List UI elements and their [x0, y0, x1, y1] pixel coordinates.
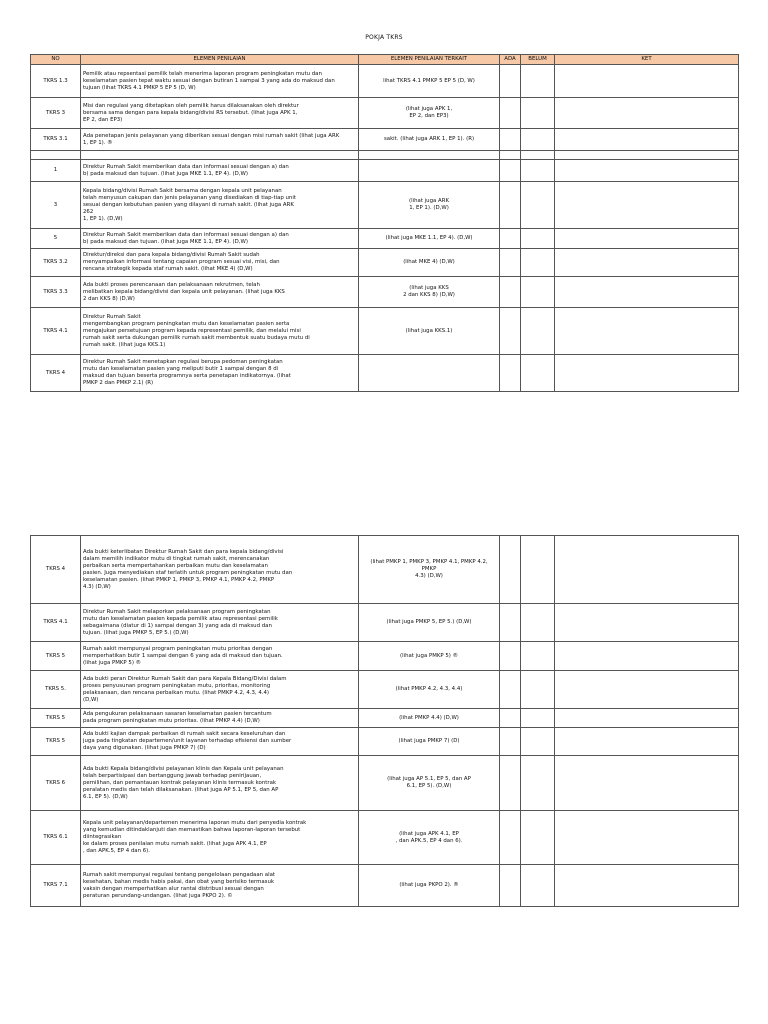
row-elemen: Direktur Rumah Sakit mengembangkan program peningkatan mutu dan keselamatan pasien serta mengajukan persetujuan program kepada representasi pemilik, dan melalui misi rumah sakit serta dukungan pemilik rumah sakit membentuk suatu budaya mutu di rumah sakit. (lihat juga KKS.1) — [81, 308, 359, 355]
table-row — [31, 728, 739, 756]
row-elemen: Direktur Rumah Sakit melaporkan pelaksanaan program peningkatan mutu dan keselamatan pasien kepada pemilik atau representasi pemilik sebagaimana (diatur di 1) sampai dengan 3) yang ada di maksud dan tujuan. (lihat juga PMKP 5, EP 5.) (D,W) — [81, 604, 359, 642]
row-belum-cell — [521, 151, 555, 160]
row-terkait: (lihat PMKP 1, PMKP 3, PMKP 4.1, PMKP 4.2, PMKP 4.3) (D,W) — [359, 536, 500, 604]
row-ket-cell — [555, 728, 739, 756]
row-no — [31, 151, 81, 160]
row-no: TKRS 6.1 — [31, 811, 81, 865]
assessment-table-1 — [30, 54, 739, 392]
row-ket-cell — [555, 277, 739, 308]
row-ada-cell — [500, 811, 521, 865]
row-elemen: Rumah sakit mempunyai program peningkatan mutu prioritas dengan memperhatikan butir 1 sampai dengan 6 yang ada di maksud dan tujuan. (lihat juga PMKP 5) ® — [81, 642, 359, 671]
table-row — [31, 229, 739, 249]
row-terkait: (lihat juga PKPO 2). ® — [359, 865, 500, 907]
row-no: TKRS 5 — [31, 728, 81, 756]
row-belum-cell — [521, 756, 555, 811]
row-ada-cell — [500, 604, 521, 642]
row-ket-cell — [555, 151, 739, 160]
table-row — [31, 709, 739, 728]
table-row — [31, 98, 739, 129]
row-ket-cell — [555, 249, 739, 277]
row-no: TKRS 6 — [31, 756, 81, 811]
row-ada-cell — [500, 642, 521, 671]
header-ada: ADA — [500, 55, 521, 65]
row-ada-cell — [500, 709, 521, 728]
row-belum-cell — [521, 129, 555, 151]
row-ada-cell — [500, 728, 521, 756]
table-row — [31, 249, 739, 277]
row-ada-cell — [500, 65, 521, 98]
row-elemen: Direktur Rumah Sakit memberikan data dan informasi sesuai dengan a) dan b) pada maksud dan tujuan. (lihat juga MKE 1.1, EP 4). (D,W) — [81, 229, 359, 249]
row-ket-cell — [555, 604, 739, 642]
table-row — [31, 811, 739, 865]
table-row — [31, 756, 739, 811]
row-ket-cell — [555, 865, 739, 907]
table-row — [31, 151, 739, 160]
row-ada-cell — [500, 151, 521, 160]
header-elemen: ELEMEN PENILAIAN — [81, 55, 359, 65]
table-row — [31, 65, 739, 98]
row-terkait — [359, 151, 500, 160]
row-elemen: Ada pengukuran pelaksanaan sasaran keselamatan pasien tercantum pada program peningkatan mutu prioritas. (lihat PMKP 4.4) (D,W) — [81, 709, 359, 728]
row-belum-cell — [521, 249, 555, 277]
row-terkait — [359, 160, 500, 182]
table-row — [31, 355, 739, 392]
row-no: TKRS 3.2 — [31, 249, 81, 277]
header-no: NO — [31, 55, 81, 65]
row-no: TKRS 4 — [31, 536, 81, 604]
row-ada-cell — [500, 182, 521, 229]
row-terkait: (lihat juga APK 1, EP 2, dan EP3) — [359, 98, 500, 129]
row-ket-cell — [555, 709, 739, 728]
row-elemen: Pemilik atau repsentasi pemilik telah menerima laporan program peningkatan mutu dan keselamatan pasien tepat waktu sesuai dengan butiran 1 sampai 3 yang ada do maksud dan tujuan (lihat TKRS 4.1 PMKP 5 EP 5 (D, W) — [81, 65, 359, 98]
row-belum-cell — [521, 536, 555, 604]
row-ket-cell — [555, 811, 739, 865]
row-no: TKRS 7.1 — [31, 865, 81, 907]
row-no: TKRS 1.3 — [31, 65, 81, 98]
row-ket-cell — [555, 160, 739, 182]
row-belum-cell — [521, 355, 555, 392]
table-row — [31, 671, 739, 709]
row-ket-cell — [555, 98, 739, 129]
row-ada-cell — [500, 229, 521, 249]
row-belum-cell — [521, 160, 555, 182]
row-ada-cell — [500, 865, 521, 907]
row-no: TKRS 4.1 — [31, 308, 81, 355]
row-terkait: (lihat juga MKE 1.1, EP 4). (D,W) — [359, 229, 500, 249]
row-belum-cell — [521, 229, 555, 249]
row-no: TKRS 5. — [31, 671, 81, 709]
row-elemen: Misi dan regulasi yang ditetapkan oleh pemilik harus dilaksanakan oleh direktur bersama sama dengan para kepala bidang/divisi RS tersebut. (lihat juga APK 1, EP 2, dan EP3) — [81, 98, 359, 129]
row-belum-cell — [521, 98, 555, 129]
row-no: 3 — [31, 182, 81, 229]
row-elemen: Ada bukti kajian dampak perbaikan di rumah sakit secara keseluruhan dan juga pada tingkatan departemen/unit layanan terhadap efisiensi dan sumber daya yang digunakan. (lihat juga PMKP 7) (D) — [81, 728, 359, 756]
row-terkait: (lihat juga PMKP 7) (D) — [359, 728, 500, 756]
row-ada-cell — [500, 756, 521, 811]
table-row — [31, 277, 739, 308]
row-elemen: Ada bukti keterlibatan Direktur Rumah Sakit dan para kepala bidang/divisi dalam memilih indikator mutu di tingkat rumah sakit, merencanakan perbaikan serta mempertahankan perbaikan mutu dan keselamatan pasien. Juga menyediakan staf terlatih untuk program peningkatan mutu dan keselamatan pasien. (lihat PMKP 1, PMKP 3, PMKP 4.1, PMKP 4.2, PMKP 4.3) (D,W) — [81, 536, 359, 604]
row-ket-cell — [555, 756, 739, 811]
row-no: 5 — [31, 229, 81, 249]
header-terkait: ELEMEN PENILAIAN TERKAIT — [359, 55, 500, 65]
row-terkait: (lihat PMKP 4.4) (D,W) — [359, 709, 500, 728]
row-elemen — [81, 151, 359, 160]
row-belum-cell — [521, 642, 555, 671]
row-no: TKRS 3 — [31, 98, 81, 129]
row-no: TKRS 3.1 — [31, 129, 81, 151]
row-elemen: Ada bukti Kepala bidang/divisi pelayanan klinis dan Kepala unit pelayanan telah berpartisipasi dan bertanggung jawab terhadap penirijauan, pemilihan, dan pemantauan kontrak pelayanan klinis termasuk kontrak peralatan medis dan telah dilaksanakan. (lihat juga AP 5.1, EP 5, dan AP 6.1, EP 5). (D,W) — [81, 756, 359, 811]
table-header-row — [31, 55, 739, 65]
row-ket-cell — [555, 308, 739, 355]
row-elemen: Direktur Rumah Sakit memberikan data dan informasi sesuai dengan a) dan b) pada maksud dan tujuan. (lihat juga MKE 1.1, EP 4). (D,W) — [81, 160, 359, 182]
row-belum-cell — [521, 308, 555, 355]
row-terkait: (lihat juga APK 4.1, EP , dan APK.5, EP 4 dan 6). — [359, 811, 500, 865]
row-ket-cell — [555, 182, 739, 229]
row-belum-cell — [521, 182, 555, 229]
row-terkait: (lihat juga AP 5.1, EP 5, dan AP 6.1, EP 5). (D,W) — [359, 756, 500, 811]
table-row — [31, 129, 739, 151]
row-belum-cell — [521, 277, 555, 308]
row-terkait: (lihat PMKP 4.2, 4.3, 4.4) — [359, 671, 500, 709]
row-elemen: Ada bukti proses perencanaan dan pelaksanaan rekrutmen, telah melibatkan kepala bidang/divisi dan kepala unit pelayanan. (lihat juga KKS 2 dan KKS 8) (D,W) — [81, 277, 359, 308]
row-elemen: Ada penetapan jenis pelayanan yang diberikan sesuai dengan misi rumah sakit (lihat juga ARK 1, EP 1). ® — [81, 129, 359, 151]
row-no: 1 — [31, 160, 81, 182]
row-elemen: Direktur Rumah Sakit menetapkan regulasi berupa pedoman peningkatan mutu dan keselamatan pasien yang meliputi butir 1 sampai dengan 8 di maksud dan tujuan beserta programnya serta penetapan indikatornya. (lihat PMKP 2 dan PMKP 2.1) (R) — [81, 355, 359, 392]
row-belum-cell — [521, 604, 555, 642]
row-belum-cell — [521, 811, 555, 865]
row-ada-cell — [500, 249, 521, 277]
row-no: TKRS 3.3 — [31, 277, 81, 308]
row-terkait: (lihat MKE 4) (D,W) — [359, 249, 500, 277]
row-no: TKRS 5 — [31, 709, 81, 728]
table-row — [31, 536, 739, 604]
row-belum-cell — [521, 65, 555, 98]
row-no: TKRS 4.1 — [31, 604, 81, 642]
row-ket-cell — [555, 671, 739, 709]
table-row — [31, 308, 739, 355]
row-belum-cell — [521, 709, 555, 728]
table-row — [31, 865, 739, 907]
row-ket-cell — [555, 536, 739, 604]
row-terkait: (lihat juga PMKP 5, EP 5.) (D,W) — [359, 604, 500, 642]
row-elemen: Kepala unit pelayanan/departemen menerima laporan mutu dari penyedia kontrak yang kemudian ditindaklanjuti dan memastikan bahwa laporan-laporan tersebut diintegrasikan ke dalam proses penilaian mutu rumah sakit. (lihat juga APK 4.1, EP , dan APK.5, EP 4 dan 6). — [81, 811, 359, 865]
table-row — [31, 182, 739, 229]
row-belum-cell — [521, 865, 555, 907]
row-ada-cell — [500, 355, 521, 392]
row-no: TKRS 4 — [31, 355, 81, 392]
row-ket-cell — [555, 65, 739, 98]
row-no: TKRS 5 — [31, 642, 81, 671]
row-ada-cell — [500, 160, 521, 182]
header-belum: BELUM — [521, 55, 555, 65]
row-terkait: lihat TKRS 4.1 PMKP 5 EP 5 (D, W) — [359, 65, 500, 98]
table-row — [31, 160, 739, 182]
row-ket-cell — [555, 129, 739, 151]
assessment-table-2 — [30, 535, 739, 907]
row-elemen: Ada bukti peran Direktur Rumah Sakit dan para Kepala Bidang/Divisi dalam proses penyusunan program peningkatan mutu, prioritas, monitoring pelaksanaan, dan rencana perbaikan mutu. (lihat PMKP 4.2, 4.3, 4.4) (D,W) — [81, 671, 359, 709]
row-ada-cell — [500, 98, 521, 129]
row-terkait: (lihat juga KKS.1) — [359, 308, 500, 355]
row-ada-cell — [500, 308, 521, 355]
row-terkait: (lihat juga KKS 2 dan KKS 8) (D,W) — [359, 277, 500, 308]
row-elemen: Kepala bidang/divisi Rumah Sakit bersama dengan kepala unit pelayanan telah menyusun cakupan dan jenis pelayanan yang disediakan di tiap-tiap unit sesuai dengan kebutuhan pasien yang dilayani di rumah sakit. (lihat juga ARK 262 1, EP 1). (D,W) — [81, 182, 359, 229]
row-terkait: (lihat juga PMKP 5) ® — [359, 642, 500, 671]
row-belum-cell — [521, 728, 555, 756]
table-row — [31, 604, 739, 642]
table-row — [31, 642, 739, 671]
row-terkait — [359, 355, 500, 392]
row-elemen: Direktur/direksi dan para kepala bidang/divisi Rumah Sakit sudah menyampaikan informasi tentang capaian program sesuai visi, misi, dan rencana strategik kepada staf rumah sakit. (lihat MKE 4) (D,W) — [81, 249, 359, 277]
row-ada-cell — [500, 129, 521, 151]
page-title: POKJA TKRS — [365, 34, 403, 41]
row-terkait: sakit. (lihat juga ARK 1, EP 1). (R) — [359, 129, 500, 151]
row-elemen: Rumah sakit mempunyai regulasi tentang pengelolaan pengadaan alat kesehatan, bahan medis habis pakai, dan obat yang berisiko termasuk vaksin dengan memperhatikan alur rantai distribusi sesuai dengan peraturan perundang-undangan. (lihat juga PKPO 2). © — [81, 865, 359, 907]
row-ket-cell — [555, 355, 739, 392]
row-ket-cell — [555, 229, 739, 249]
row-ada-cell — [500, 671, 521, 709]
row-ada-cell — [500, 277, 521, 308]
header-ket: KET — [555, 55, 739, 65]
row-ket-cell — [555, 642, 739, 671]
row-terkait: (lihat juga ARK 1, EP 1). (D,W) — [359, 182, 500, 229]
row-ada-cell — [500, 536, 521, 604]
row-belum-cell — [521, 671, 555, 709]
